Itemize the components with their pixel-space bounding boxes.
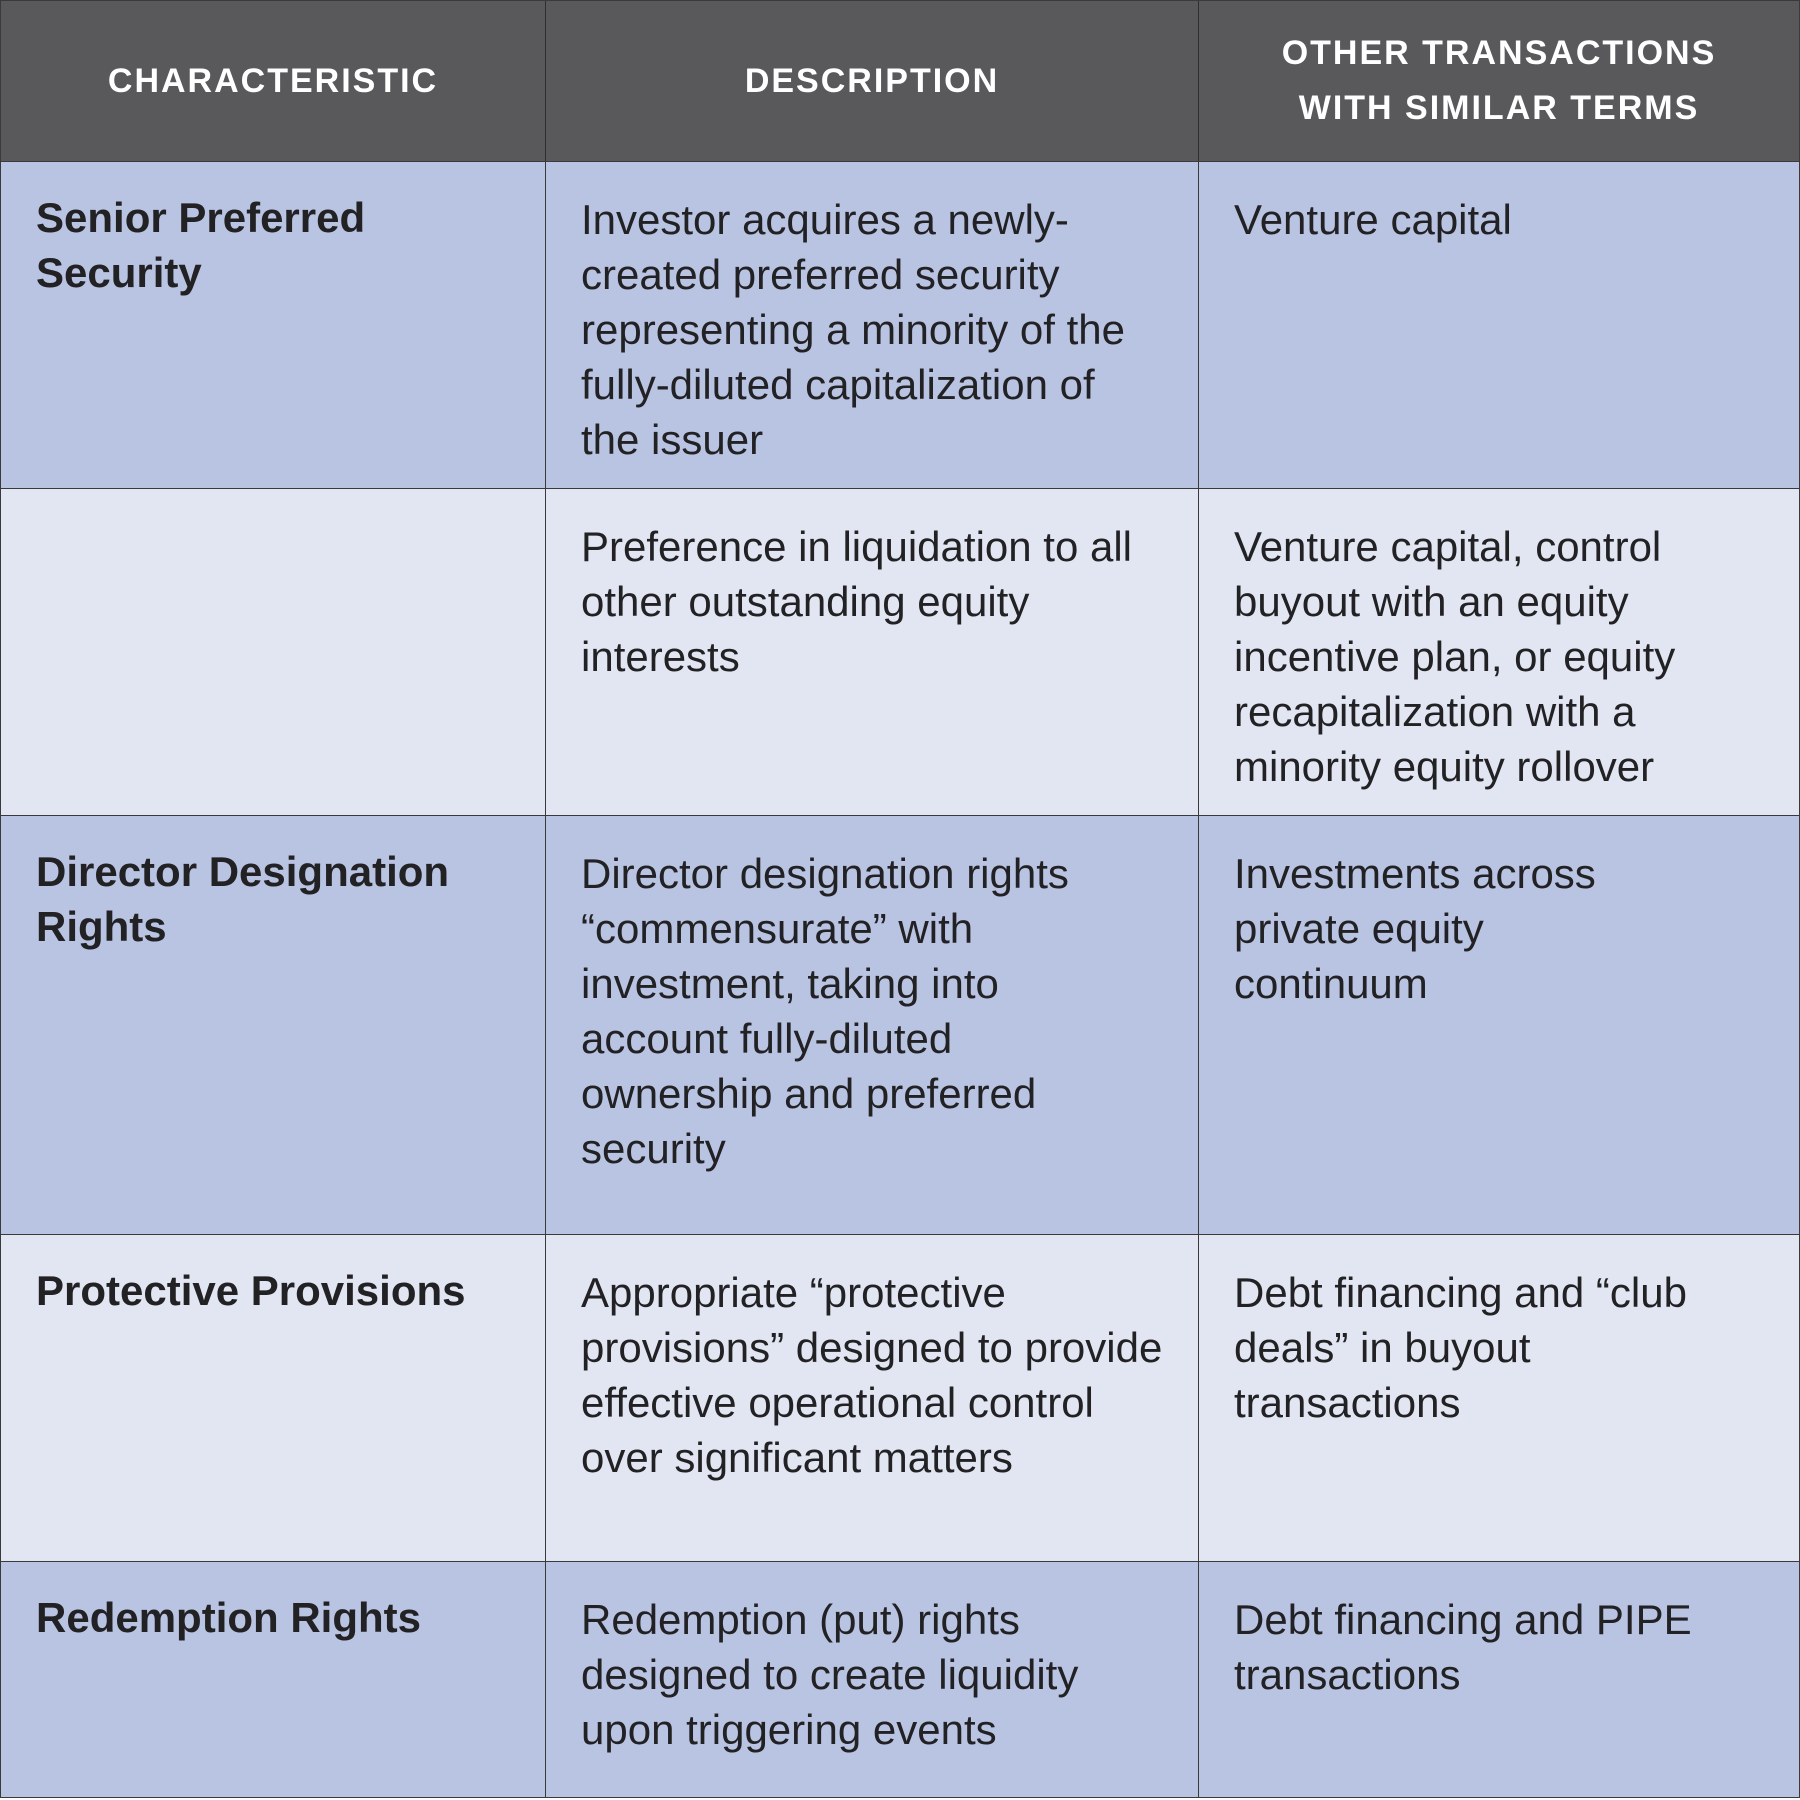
description-cell: Investor acquires a newly-created preferred security representing a minority of the fully-diluted capitalization of the issuer	[545, 162, 1198, 488]
header-other-transactions: OTHER TRANSACTIONS WITH SIMILAR TERMS	[1198, 1, 1799, 161]
characteristic-cell: Redemption Rights	[36, 1594, 421, 1641]
characteristic-cell: Senior Preferred Security	[36, 194, 366, 296]
other-transactions-cell: Debt financing and PIPE transactions	[1198, 1562, 1799, 1797]
description-cell: Preference in liquidation to all other outstanding equity interests	[545, 489, 1198, 815]
description-cell: Redemption (put) rights designed to create liquidity upon triggering events	[545, 1562, 1198, 1797]
table-row	[1, 162, 1799, 489]
other-transactions-cell: Investments across private equity continuum	[1198, 816, 1799, 1234]
table-row	[1, 1235, 1799, 1562]
header-description: DESCRIPTION	[545, 1, 1198, 161]
table-header-row	[1, 1, 1799, 162]
description-cell: Appropriate “protective provisions” designed to provide effective operational control over significant matters	[545, 1235, 1198, 1561]
table-row	[1, 816, 1799, 1235]
description-cell: Director designation rights “commensurate” with investment, taking into account fully-diluted ownership and preferred security	[545, 816, 1198, 1234]
characteristic-cell: Protective Provisions	[36, 1267, 466, 1314]
other-transactions-cell: Venture capital	[1198, 162, 1799, 488]
table-row	[1, 489, 1799, 816]
table-row	[1, 1562, 1799, 1797]
other-transactions-cell: Debt financing and “club deals” in buyout transactions	[1198, 1235, 1799, 1561]
header-characteristic: CHARACTERISTIC	[107, 61, 439, 100]
characteristic-cell	[1, 489, 545, 815]
other-transactions-cell: Venture capital, control buyout with an equity incentive plan, or equity recapitalization with a minority equity rollover	[1198, 489, 1799, 815]
characteristic-cell: Director Designation Rights	[36, 848, 450, 950]
